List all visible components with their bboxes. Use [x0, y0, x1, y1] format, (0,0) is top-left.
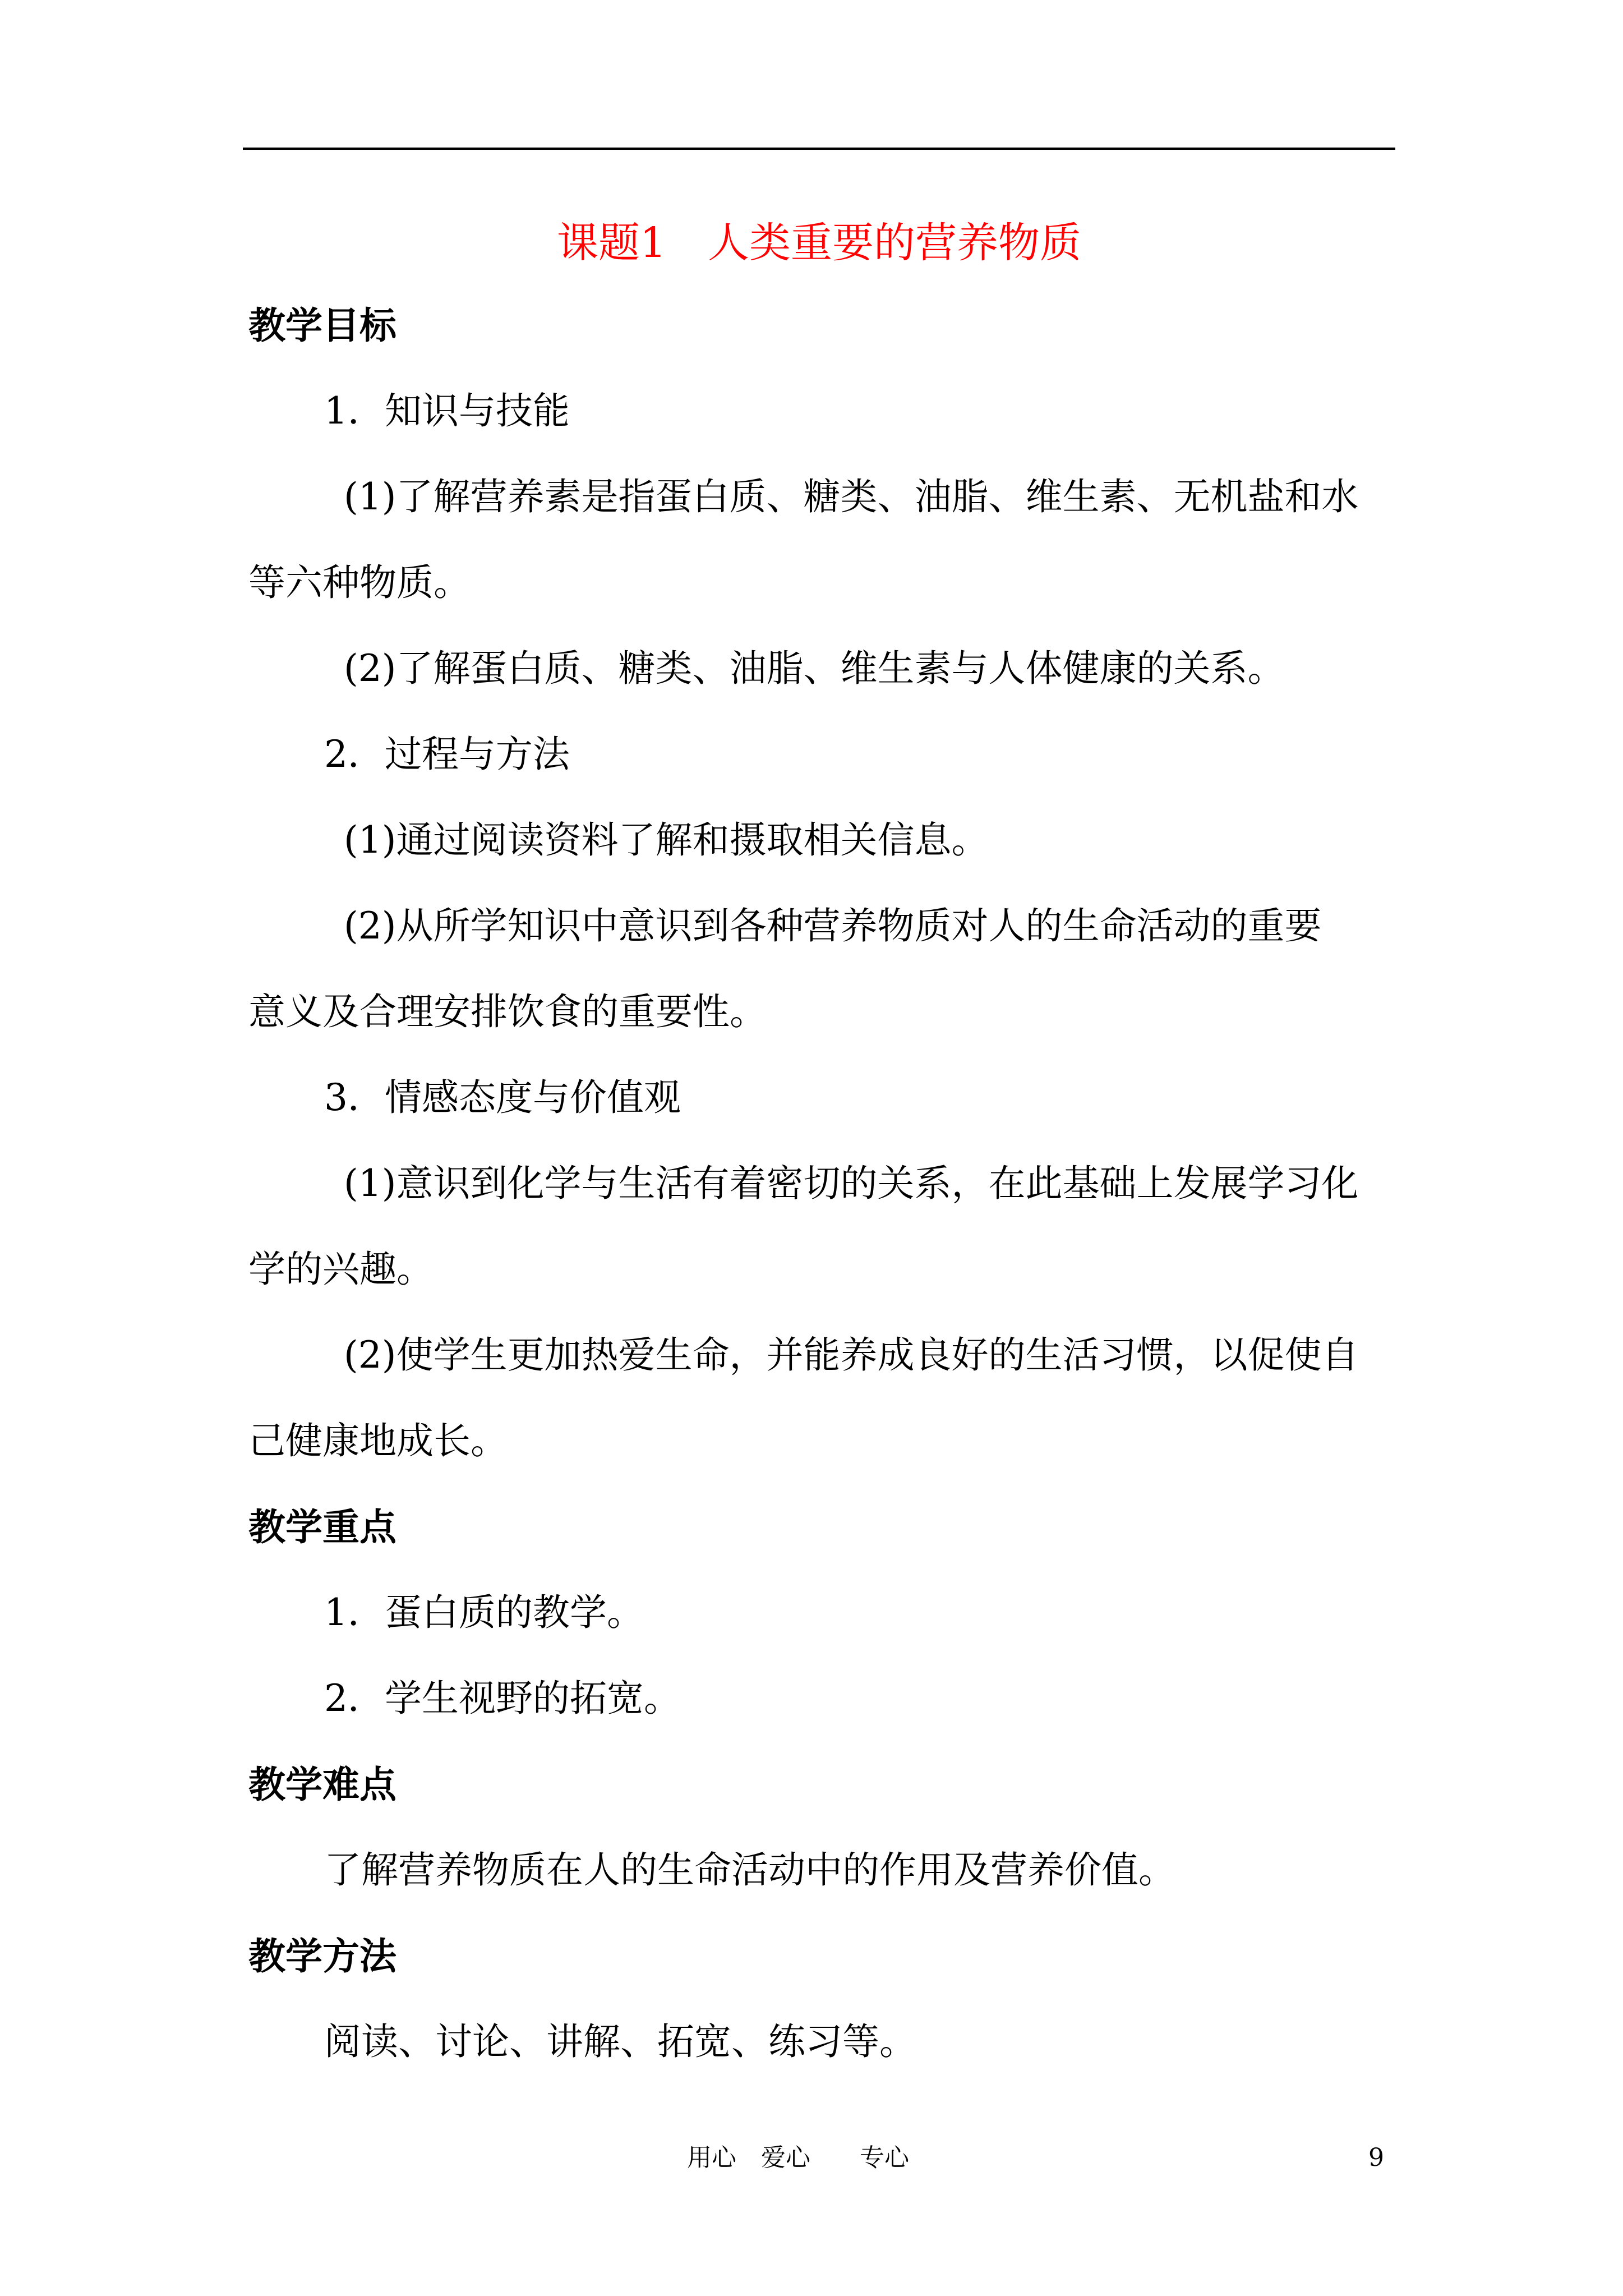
list-item: (2)从所学知识中意识到各种营养物质对人的生命活动的重要 [344, 904, 1322, 947]
list-item: 1．蛋白质的教学。 [324, 1591, 644, 1634]
list-item-continuation: 学的兴趣。 [248, 1248, 434, 1291]
list-item: (1)意识到化学与生活有着密切的关系，在此基础上发展学习化 [344, 1162, 1359, 1205]
section-heading-difficulties: 教学难点 [248, 1763, 396, 1806]
list-item-continuation: 意义及合理安排饮食的重要性。 [248, 990, 767, 1033]
list-item: (1)通过阅读资料了解和摄取相关信息。 [344, 818, 989, 862]
paragraph: 阅读、讨论、讲解、拓宽、练习等。 [324, 2020, 916, 2063]
paragraph: 了解营养物质在人的生命活动中的作用及营养价值。 [324, 1848, 1175, 1892]
list-item: 1．知识与技能 [324, 389, 570, 432]
section-heading-objectives: 教学目标 [248, 303, 396, 347]
list-item: 2．过程与方法 [324, 733, 570, 776]
list-item: (2)使学生更加热爱生命，并能养成良好的生活习惯，以促使自 [344, 1333, 1359, 1377]
page-number: 9 [1368, 2143, 1384, 2172]
list-item: 2．学生视野的拓宽。 [324, 1677, 681, 1720]
list-item-continuation: 己健康地成长。 [248, 1419, 508, 1462]
section-heading-methods: 教学方法 [248, 1934, 396, 1978]
page-title: 课题1 人类重要的营养物质 [556, 219, 1082, 267]
list-item: (1)了解营养素是指蛋白质、糖类、油脂、维生素、无机盐和水 [344, 475, 1359, 518]
footer-motto: 用心 爱心 专心 [687, 2143, 909, 2172]
list-item: 3．情感态度与价值观 [324, 1076, 681, 1119]
list-item-continuation: 等六种物质。 [248, 561, 471, 604]
list-item: (2)了解蛋白质、糖类、油脂、维生素与人体健康的关系。 [344, 647, 1285, 690]
header-rule [243, 148, 1395, 150]
section-heading-key-points: 教学重点 [248, 1505, 396, 1549]
